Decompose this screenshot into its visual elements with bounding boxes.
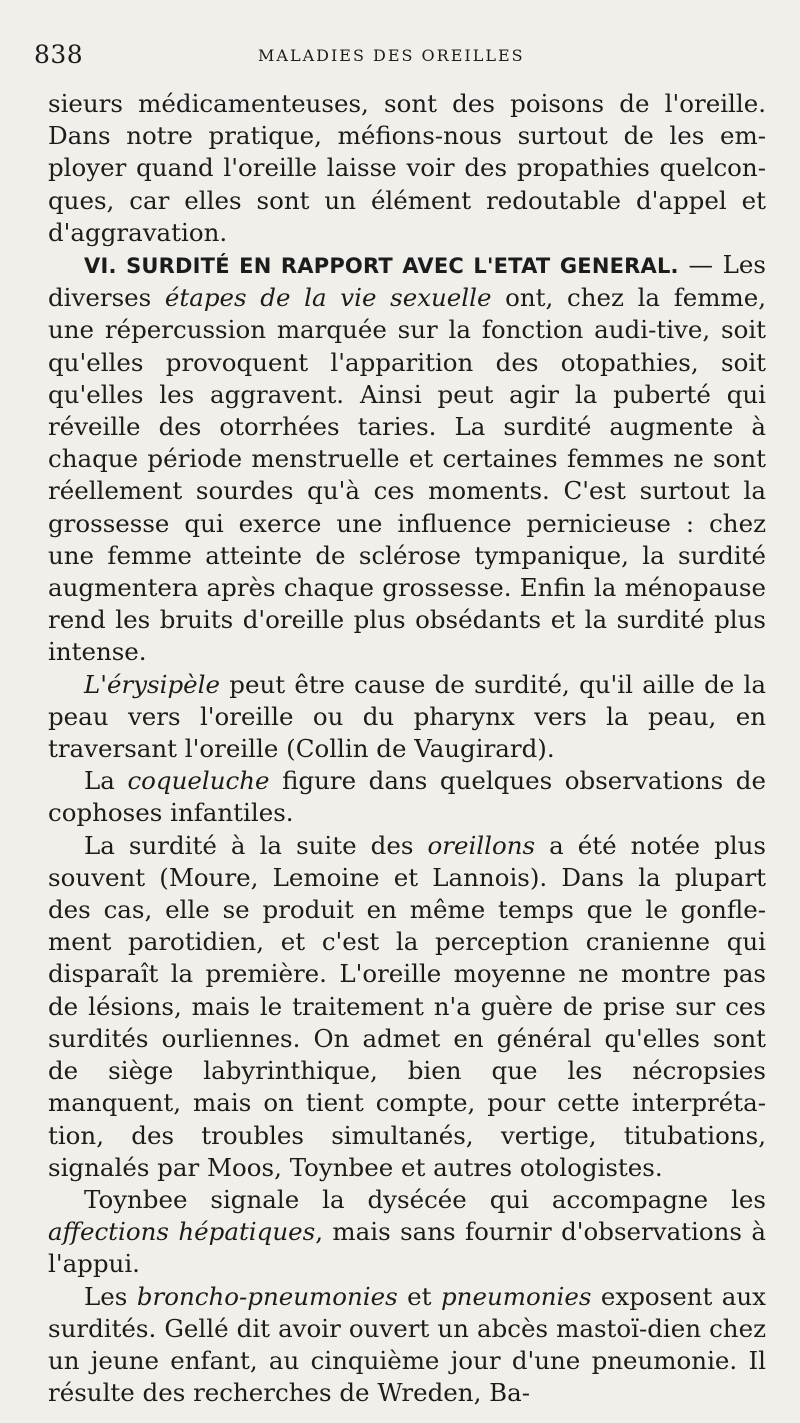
paragraph-erysipele <box>48 669 766 766</box>
text-run: a été notée plus souvent (Moure, Lemoine et Lannois). Dans la plupart des cas, elle se produit en même temps que le gonfle-ment parotidien, et c'est la perception cranienne qui disparaît la première. L'oreille moyenne ne montre pas de lésions, mais le traitement n'a guère de prise sur ces surdités ourliennes. On admet en général qu'elles sont de siège labyrinthique, bien que les nécropsies manquent, mais on tient compte, pour cette interpréta-tion, des troubles simultanés, vertige, titubations, signalés par Moos, Toynbee et autres otologistes. <box>48 830 766 1182</box>
italic-term: pneumonies <box>440 1281 592 1311</box>
running-header <box>34 40 766 72</box>
text-run: exposent aux surdités. Gellé dit avoir ouvert un abcès mastoï-dien chez un jeune enfant, au cinquième jour d'une pneumonie. Il résulte des recherches de Wreden, Ba- <box>48 1281 766 1408</box>
text-run: Toynbee signale la dysécée qui accompagne les <box>84 1184 766 1214</box>
page-number: 838 <box>34 40 84 69</box>
paragraph-continuation: sieurs médicamenteuses, sont des poisons de l'oreille. Dans notre pratique, méfions-nous surtout de les em-ployer quand l'oreille laisse voir des propathies quelcon-ques, car elles sont un élément redoutable d'appel et d'aggravation. <box>48 89 766 247</box>
text-run: — Les diverses <box>48 250 767 313</box>
text-run: ont, chez la femme, une répercussion marquée sur la fonction audi-tive, soit qu'elles provoquent l'apparition des otopathies, soit qu'elles les aggravent. Ainsi peut agir la puberté qui réveille des otorrhées taries. La surdité augmente à chaque période menstruelle et certaines femmes ne sont réellement sourdes qu'à ces moments. C'est surtout la grossesse qui exerce une influence pernicieuse : chez une femme atteinte de sclérose tympanique, la surdité augmentera après chaque grossesse. Enfin la ménopause rend les bruits d'oreille plus obsédants et la surdité plus intense. <box>48 283 767 667</box>
paragraph-section-vi <box>48 249 766 669</box>
italic-term: étapes de la vie sexuelle <box>164 283 492 313</box>
italic-term: oreillons <box>427 830 536 860</box>
text-run: Les <box>84 1281 137 1311</box>
text-run: , mais sans fournir d'observations à l'appui. <box>48 1217 766 1279</box>
paragraph-pneumonies <box>48 1281 766 1410</box>
running-title: MALADIES DES OREILLES <box>258 46 525 65</box>
text-run: La <box>84 766 128 796</box>
text-run: La surdité à la suite des <box>84 830 428 860</box>
paragraph-coqueluche <box>48 765 766 829</box>
text-run: peut être cause de surdité, qu'il aille de la peau vers l'oreille ou du pharynx vers la peau, en traversant l'oreille (Collin de Vaugirard). <box>48 669 766 764</box>
text-run: et <box>397 1281 441 1311</box>
section-heading: VI. SURDITÉ EN RAPPORT AVEC L'ETAT GENERAL. <box>84 254 679 279</box>
italic-term: broncho-pneumonies <box>136 1281 398 1311</box>
paragraph-oreillons <box>48 830 766 1184</box>
body-text <box>48 88 766 1409</box>
italic-term: affections hépatiques <box>48 1217 316 1247</box>
paragraph-affections-hepatiques <box>48 1184 766 1281</box>
italic-term: coqueluche <box>127 766 270 796</box>
text-run: figure dans quelques observations de cophoses infantiles. <box>48 766 766 828</box>
italic-term: L'érysipèle <box>84 669 220 699</box>
